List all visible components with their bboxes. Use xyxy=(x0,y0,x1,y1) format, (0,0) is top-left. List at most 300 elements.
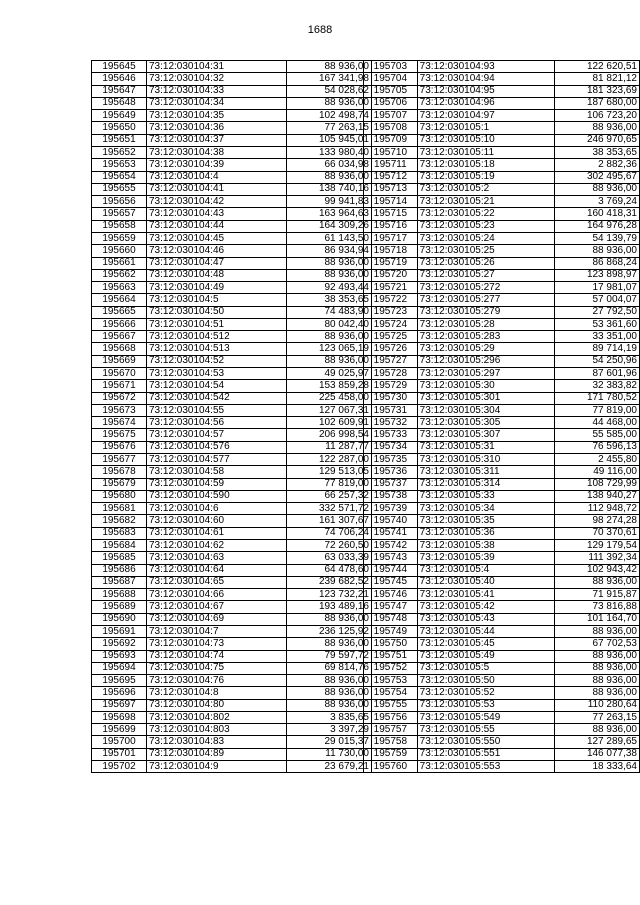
row-number-cell: 195717 xyxy=(364,232,418,244)
table-row xyxy=(92,576,372,588)
cadastral-number-cell: 73:12:030105:311 xyxy=(417,466,554,478)
table-row xyxy=(92,392,372,404)
value-cell: 88 936,00 xyxy=(554,662,639,674)
table-row xyxy=(364,318,640,330)
value-cell: 163 964,63 xyxy=(287,208,372,220)
row-number-cell: 195739 xyxy=(364,503,418,515)
row-number-cell: 195713 xyxy=(364,183,418,195)
cadastral-number-cell: 73:12:030105:33 xyxy=(417,490,554,502)
table-row xyxy=(92,589,372,601)
row-number-cell: 195691 xyxy=(92,625,147,637)
value-cell: 102 498,74 xyxy=(287,110,372,122)
value-cell: 49 116,00 xyxy=(554,466,639,478)
value-cell: 53 361,60 xyxy=(554,318,639,330)
value-cell: 129 179,54 xyxy=(554,539,639,551)
cadastral-number-cell: 73:12:030104:31 xyxy=(147,61,287,73)
table-row xyxy=(92,552,372,564)
table-row xyxy=(92,515,372,527)
table-row xyxy=(92,613,372,625)
row-number-cell: 195743 xyxy=(364,552,418,564)
row-number-cell: 195704 xyxy=(364,73,418,85)
row-number-cell: 195668 xyxy=(92,343,147,355)
cadastral-number-cell: 73:12:030104:47 xyxy=(147,257,287,269)
table-row xyxy=(92,368,372,380)
value-cell: 88 936,00 xyxy=(554,687,639,699)
value-cell: 44 468,00 xyxy=(554,417,639,429)
table-row xyxy=(92,466,372,478)
value-cell: 88 936,00 xyxy=(287,355,372,367)
row-number-cell: 195686 xyxy=(92,564,147,576)
value-cell: 302 495,67 xyxy=(554,171,639,183)
table-row xyxy=(364,355,640,367)
row-number-cell: 195646 xyxy=(92,73,147,85)
row-number-cell: 195652 xyxy=(92,146,147,158)
value-cell: 102 609,91 xyxy=(287,417,372,429)
row-number-cell: 195710 xyxy=(364,146,418,158)
row-number-cell: 195677 xyxy=(92,454,147,466)
cadastral-number-cell: 73:12:030105:25 xyxy=(417,245,554,257)
row-number-cell: 195692 xyxy=(92,638,147,650)
table-row xyxy=(364,73,640,85)
table-row xyxy=(364,699,640,711)
cadastral-number-cell: 73:12:030104:512 xyxy=(147,331,287,343)
cadastral-number-cell: 73:12:030104:43 xyxy=(147,208,287,220)
value-cell: 77 263,15 xyxy=(554,711,639,723)
table-row xyxy=(364,232,640,244)
value-cell: 81 821,12 xyxy=(554,73,639,85)
row-number-cell: 195694 xyxy=(92,662,147,674)
table-row xyxy=(364,380,640,392)
row-number-cell: 195708 xyxy=(364,122,418,134)
value-cell: 32 383,82 xyxy=(554,380,639,392)
value-cell: 127 067,31 xyxy=(287,404,372,416)
table-row xyxy=(364,576,640,588)
cadastral-number-cell: 73:12:030104:65 xyxy=(147,576,287,588)
row-number-cell: 195759 xyxy=(364,748,418,760)
table-row xyxy=(92,97,372,109)
right-table-body xyxy=(364,61,640,773)
value-cell: 27 792,50 xyxy=(554,306,639,318)
value-cell: 225 458,00 xyxy=(287,392,372,404)
row-number-cell: 195662 xyxy=(92,269,147,281)
cadastral-number-cell: 73:12:030105:26 xyxy=(417,257,554,269)
table-row xyxy=(364,711,640,723)
value-cell: 3 835,65 xyxy=(287,711,372,723)
cadastral-number-cell: 73:12:030105:307 xyxy=(417,429,554,441)
row-number-cell: 195711 xyxy=(364,159,418,171)
cadastral-number-cell: 73:12:030105:35 xyxy=(417,515,554,527)
table-row xyxy=(92,159,372,171)
cadastral-number-cell: 73:12:030105:551 xyxy=(417,748,554,760)
table-row xyxy=(92,171,372,183)
row-number-cell: 195742 xyxy=(364,539,418,551)
row-number-cell: 195693 xyxy=(92,650,147,662)
cadastral-number-cell: 73:12:030104:6 xyxy=(147,503,287,515)
value-cell: 77 819,00 xyxy=(287,478,372,490)
row-number-cell: 195760 xyxy=(364,761,418,773)
row-number-cell: 195687 xyxy=(92,576,147,588)
row-number-cell: 195695 xyxy=(92,675,147,687)
cadastral-number-cell: 73:12:030104:576 xyxy=(147,441,287,453)
row-number-cell: 195723 xyxy=(364,306,418,318)
table-row xyxy=(364,171,640,183)
value-cell: 63 033,39 xyxy=(287,552,372,564)
row-number-cell: 195664 xyxy=(92,294,147,306)
row-number-cell: 195660 xyxy=(92,245,147,257)
value-cell: 108 729,99 xyxy=(554,478,639,490)
value-cell: 110 280,64 xyxy=(554,699,639,711)
row-number-cell: 195735 xyxy=(364,454,418,466)
cadastral-number-cell: 73:12:030105:553 xyxy=(417,761,554,773)
row-number-cell: 195712 xyxy=(364,171,418,183)
cadastral-number-cell: 73:12:030105:30 xyxy=(417,380,554,392)
row-number-cell: 195685 xyxy=(92,552,147,564)
row-number-cell: 195746 xyxy=(364,589,418,601)
row-number-cell: 195757 xyxy=(364,724,418,736)
table-row xyxy=(364,490,640,502)
cadastral-number-cell: 73:12:030104:60 xyxy=(147,515,287,527)
row-number-cell: 195666 xyxy=(92,318,147,330)
cadastral-number-cell: 73:12:030104:9 xyxy=(147,761,287,773)
cadastral-number-cell: 73:12:030105:296 xyxy=(417,355,554,367)
row-number-cell: 195731 xyxy=(364,404,418,416)
value-cell: 54 250,96 xyxy=(554,355,639,367)
value-cell: 88 936,00 xyxy=(287,97,372,109)
row-number-cell: 195736 xyxy=(364,466,418,478)
table-row xyxy=(92,306,372,318)
value-cell: 76 596,13 xyxy=(554,441,639,453)
cadastral-number-cell: 73:12:030104:94 xyxy=(417,73,554,85)
value-cell: 88 936,00 xyxy=(287,61,372,73)
value-cell: 70 370,61 xyxy=(554,527,639,539)
row-number-cell: 195654 xyxy=(92,171,147,183)
row-number-cell: 195682 xyxy=(92,515,147,527)
row-number-cell: 195673 xyxy=(92,404,147,416)
table-row xyxy=(92,208,372,220)
row-number-cell: 195672 xyxy=(92,392,147,404)
table-row xyxy=(92,662,372,674)
value-cell: 111 392,34 xyxy=(554,552,639,564)
table-row xyxy=(364,564,640,576)
table-row xyxy=(92,183,372,195)
value-cell: 138 940,27 xyxy=(554,490,639,502)
table-row xyxy=(92,748,372,760)
table-row xyxy=(364,282,640,294)
row-number-cell: 195688 xyxy=(92,589,147,601)
table-row xyxy=(364,208,640,220)
table-row xyxy=(364,687,640,699)
table-row xyxy=(364,417,640,429)
table-row xyxy=(364,761,640,773)
table-row xyxy=(364,454,640,466)
row-number-cell: 195702 xyxy=(92,761,147,773)
cadastral-number-cell: 73:12:030104:59 xyxy=(147,478,287,490)
row-number-cell: 195756 xyxy=(364,711,418,723)
cadastral-number-cell: 73:12:030104:64 xyxy=(147,564,287,576)
row-number-cell: 195649 xyxy=(92,110,147,122)
row-number-cell: 195729 xyxy=(364,380,418,392)
value-cell: 206 998,54 xyxy=(287,429,372,441)
row-number-cell: 195656 xyxy=(92,196,147,208)
row-number-cell: 195719 xyxy=(364,257,418,269)
row-number-cell: 195734 xyxy=(364,441,418,453)
table-row xyxy=(364,134,640,146)
value-cell: 164 309,26 xyxy=(287,220,372,232)
value-cell: 86 868,24 xyxy=(554,257,639,269)
table-row xyxy=(364,122,640,134)
cadastral-number-cell: 73:12:030105:18 xyxy=(417,159,554,171)
cadastral-number-cell: 73:12:030104:37 xyxy=(147,134,287,146)
cadastral-number-cell: 73:12:030105:2 xyxy=(417,183,554,195)
value-cell: 102 943,42 xyxy=(554,564,639,576)
value-cell: 54 139,79 xyxy=(554,232,639,244)
table-row xyxy=(364,294,640,306)
value-cell: 236 125,92 xyxy=(287,625,372,637)
value-cell: 133 980,40 xyxy=(287,146,372,158)
cadastral-number-cell: 73:12:030104:61 xyxy=(147,527,287,539)
value-cell: 88 936,00 xyxy=(287,638,372,650)
table-row xyxy=(364,650,640,662)
row-number-cell: 195663 xyxy=(92,282,147,294)
row-number-cell: 195678 xyxy=(92,466,147,478)
table-row xyxy=(364,552,640,564)
cadastral-number-cell: 73:12:030104:56 xyxy=(147,417,287,429)
table-row xyxy=(92,454,372,466)
cadastral-number-cell: 73:12:030104:49 xyxy=(147,282,287,294)
row-number-cell: 195740 xyxy=(364,515,418,527)
cadastral-number-cell: 73:12:030104:67 xyxy=(147,601,287,613)
cadastral-number-cell: 73:12:030104:33 xyxy=(147,85,287,97)
row-number-cell: 195683 xyxy=(92,527,147,539)
cadastral-number-cell: 73:12:030104:4 xyxy=(147,171,287,183)
row-number-cell: 195714 xyxy=(364,196,418,208)
value-cell: 88 936,00 xyxy=(554,183,639,195)
cadastral-number-cell: 73:12:030104:41 xyxy=(147,183,287,195)
value-cell: 86 934,94 xyxy=(287,245,372,257)
table-row xyxy=(92,146,372,158)
table-row xyxy=(364,441,640,453)
cadastral-number-cell: 73:12:030104:76 xyxy=(147,675,287,687)
cadastral-number-cell: 73:12:030105:23 xyxy=(417,220,554,232)
cadastral-number-cell: 73:12:030104:96 xyxy=(417,97,554,109)
cadastral-number-cell: 73:12:030104:513 xyxy=(147,343,287,355)
value-cell: 74 706,24 xyxy=(287,527,372,539)
row-number-cell: 195696 xyxy=(92,687,147,699)
cadastral-number-cell: 73:12:030105:279 xyxy=(417,306,554,318)
table-row xyxy=(364,539,640,551)
cadastral-number-cell: 73:12:030105:549 xyxy=(417,711,554,723)
value-cell: 29 015,37 xyxy=(287,736,372,748)
table-row xyxy=(92,220,372,232)
value-cell: 127 289,65 xyxy=(554,736,639,748)
row-number-cell: 195657 xyxy=(92,208,147,220)
row-number-cell: 195718 xyxy=(364,245,418,257)
value-cell: 88 936,00 xyxy=(287,699,372,711)
table-row xyxy=(364,61,640,73)
value-cell: 99 941,83 xyxy=(287,196,372,208)
page-number: 1688 xyxy=(307,24,333,36)
row-number-cell: 195700 xyxy=(92,736,147,748)
table-row xyxy=(92,404,372,416)
value-cell: 88 936,00 xyxy=(554,650,639,662)
table-row xyxy=(92,699,372,711)
row-number-cell: 195715 xyxy=(364,208,418,220)
cadastral-number-cell: 73:12:030104:590 xyxy=(147,490,287,502)
value-cell: 67 702,53 xyxy=(554,638,639,650)
table-row xyxy=(364,220,640,232)
cadastral-number-cell: 73:12:030105:297 xyxy=(417,368,554,380)
cadastral-number-cell: 73:12:030104:89 xyxy=(147,748,287,760)
cadastral-number-cell: 73:12:030105:31 xyxy=(417,441,554,453)
cadastral-number-cell: 73:12:030105:22 xyxy=(417,208,554,220)
value-cell: 2 455,80 xyxy=(554,454,639,466)
table-row xyxy=(92,380,372,392)
table-row xyxy=(92,564,372,576)
value-cell: 66 034,98 xyxy=(287,159,372,171)
value-cell: 33 351,00 xyxy=(554,331,639,343)
table-row xyxy=(364,466,640,478)
cadastral-number-cell: 73:12:030105:38 xyxy=(417,539,554,551)
cadastral-number-cell: 73:12:030104:51 xyxy=(147,318,287,330)
row-number-cell: 195647 xyxy=(92,85,147,97)
value-cell: 88 936,00 xyxy=(287,675,372,687)
value-cell: 79 597,72 xyxy=(287,650,372,662)
table-row xyxy=(364,503,640,515)
value-cell: 123 898,97 xyxy=(554,269,639,281)
cadastral-number-cell: 73:12:030105:41 xyxy=(417,589,554,601)
table-row xyxy=(92,687,372,699)
value-cell: 23 679,21 xyxy=(287,761,372,773)
row-number-cell: 195724 xyxy=(364,318,418,330)
table-row xyxy=(364,625,640,637)
row-number-cell: 195720 xyxy=(364,269,418,281)
row-number-cell: 195650 xyxy=(92,122,147,134)
table-row xyxy=(92,257,372,269)
table-row xyxy=(364,613,640,625)
value-cell: 69 814,76 xyxy=(287,662,372,674)
cadastral-number-cell: 73:12:030104:93 xyxy=(417,61,554,73)
table-row xyxy=(92,724,372,736)
cadastral-number-cell: 73:12:030104:32 xyxy=(147,73,287,85)
cadastral-number-cell: 73:12:030104:542 xyxy=(147,392,287,404)
row-number-cell: 195670 xyxy=(92,368,147,380)
value-cell: 112 948,72 xyxy=(554,503,639,515)
table-row xyxy=(92,503,372,515)
table-row xyxy=(92,527,372,539)
cadastral-number-cell: 73:12:030105:50 xyxy=(417,675,554,687)
value-cell: 105 945,01 xyxy=(287,134,372,146)
value-cell: 171 780,52 xyxy=(554,392,639,404)
row-number-cell: 195697 xyxy=(92,699,147,711)
row-number-cell: 195721 xyxy=(364,282,418,294)
value-cell: 49 025,97 xyxy=(287,368,372,380)
row-number-cell: 195645 xyxy=(92,61,147,73)
value-cell: 106 723,20 xyxy=(554,110,639,122)
table-row xyxy=(364,724,640,736)
row-number-cell: 195707 xyxy=(364,110,418,122)
value-cell: 2 882,36 xyxy=(554,159,639,171)
cadastral-number-cell: 73:12:030104:55 xyxy=(147,404,287,416)
table-row xyxy=(92,736,372,748)
value-cell: 88 936,00 xyxy=(554,122,639,134)
row-number-cell: 195667 xyxy=(92,331,147,343)
value-cell: 87 601,96 xyxy=(554,368,639,380)
table-row xyxy=(364,429,640,441)
table-row xyxy=(92,110,372,122)
value-cell: 89 714,19 xyxy=(554,343,639,355)
table-row xyxy=(92,73,372,85)
row-number-cell: 195738 xyxy=(364,490,418,502)
row-number-cell: 195752 xyxy=(364,662,418,674)
value-cell: 92 493,44 xyxy=(287,282,372,294)
cadastral-number-cell: 73:12:030104:38 xyxy=(147,146,287,158)
value-cell: 138 740,16 xyxy=(287,183,372,195)
row-number-cell: 195709 xyxy=(364,134,418,146)
row-number-cell: 195728 xyxy=(364,368,418,380)
row-number-cell: 195703 xyxy=(364,61,418,73)
table-row xyxy=(364,183,640,195)
value-cell: 88 936,00 xyxy=(554,675,639,687)
table-row xyxy=(364,110,640,122)
table-row xyxy=(92,355,372,367)
cadastral-number-cell: 73:12:030105:43 xyxy=(417,613,554,625)
row-number-cell: 195749 xyxy=(364,625,418,637)
row-number-cell: 195706 xyxy=(364,97,418,109)
cadastral-number-cell: 73:12:030104:97 xyxy=(417,110,554,122)
cadastral-number-cell: 73:12:030104:74 xyxy=(147,650,287,662)
cadastral-number-cell: 73:12:030105:301 xyxy=(417,392,554,404)
row-number-cell: 195754 xyxy=(364,687,418,699)
value-cell: 88 936,00 xyxy=(287,269,372,281)
value-cell: 239 682,52 xyxy=(287,576,372,588)
cadastral-number-cell: 73:12:030104:62 xyxy=(147,539,287,551)
table-row xyxy=(92,122,372,134)
cadastral-number-cell: 73:12:030105:305 xyxy=(417,417,554,429)
table-row xyxy=(364,675,640,687)
cadastral-number-cell: 73:12:030104:36 xyxy=(147,122,287,134)
row-number-cell: 195690 xyxy=(92,613,147,625)
cadastral-number-cell: 73:12:030105:36 xyxy=(417,527,554,539)
value-cell: 17 981,07 xyxy=(554,282,639,294)
table-row xyxy=(364,343,640,355)
row-number-cell: 195730 xyxy=(364,392,418,404)
value-cell: 332 571,72 xyxy=(287,503,372,515)
table-row xyxy=(92,625,372,637)
row-number-cell: 195727 xyxy=(364,355,418,367)
value-cell: 246 970,65 xyxy=(554,134,639,146)
cadastral-number-cell: 73:12:030104:63 xyxy=(147,552,287,564)
value-cell: 74 483,90 xyxy=(287,306,372,318)
value-cell: 64 478,60 xyxy=(287,564,372,576)
table-row xyxy=(92,650,372,662)
value-cell: 122 620,51 xyxy=(554,61,639,73)
row-number-cell: 195748 xyxy=(364,613,418,625)
value-cell: 55 585,00 xyxy=(554,429,639,441)
cadastral-number-cell: 73:12:030105:5 xyxy=(417,662,554,674)
cadastral-number-cell: 73:12:030105:314 xyxy=(417,478,554,490)
cadastral-number-cell: 73:12:030104:50 xyxy=(147,306,287,318)
row-number-cell: 195732 xyxy=(364,417,418,429)
cadastral-number-cell: 73:12:030105:11 xyxy=(417,146,554,158)
cadastral-number-cell: 73:12:030104:95 xyxy=(417,85,554,97)
table-row xyxy=(92,417,372,429)
row-number-cell: 195747 xyxy=(364,601,418,613)
value-cell: 57 004,07 xyxy=(554,294,639,306)
value-cell: 161 307,67 xyxy=(287,515,372,527)
row-number-cell: 195751 xyxy=(364,650,418,662)
table-row xyxy=(364,527,640,539)
value-cell: 77 819,00 xyxy=(554,404,639,416)
